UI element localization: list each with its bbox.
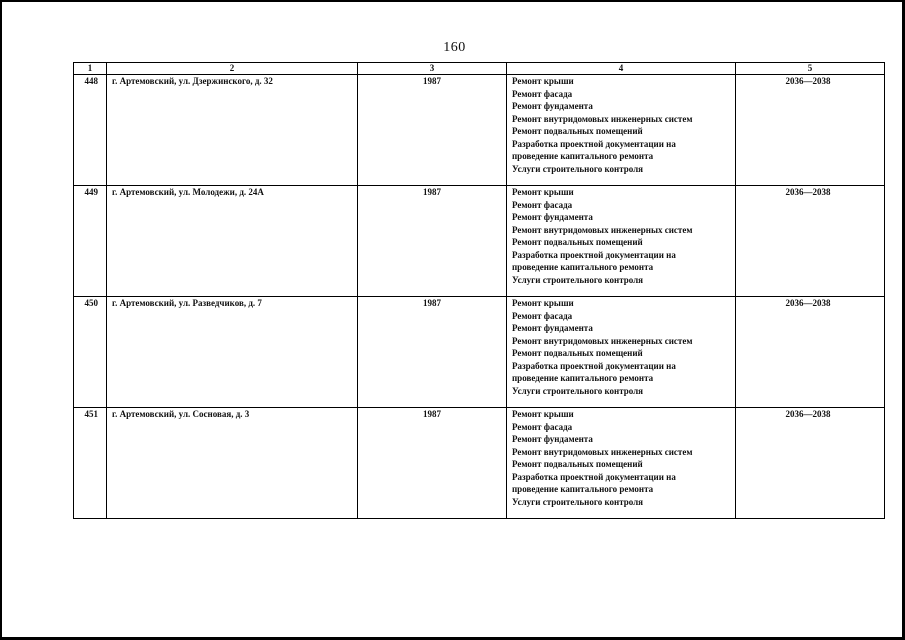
row-period: 2036—2038	[736, 297, 885, 408]
row-year: 1987	[358, 408, 507, 519]
work-item: Ремонт крыши	[512, 409, 574, 419]
work-item: Ремонт крыши	[512, 187, 574, 197]
work-item: Разработка проектной документации на	[512, 249, 676, 260]
header-col-2: 2	[107, 63, 358, 75]
work-item: Услуги строительного контроля	[512, 385, 644, 396]
work-item: Ремонт внутридомовых инженерных систем	[512, 224, 693, 235]
work-item: Ремонт внутридомовых инженерных систем	[512, 446, 693, 457]
header-row	[74, 63, 885, 75]
work-item: Ремонт внутридомовых инженерных систем	[512, 113, 693, 124]
work-item: Ремонт подвальных помещений	[512, 348, 643, 358]
work-item: Ремонт фундамента	[512, 101, 593, 111]
row-address: г. Артемовский, ул. Разведчиков, д. 7	[107, 297, 358, 408]
header-col-5: 5	[736, 63, 885, 75]
row-address: г. Артемовский, ул. Дзержинского, д. 32	[107, 75, 358, 186]
row-number: 450	[74, 297, 107, 408]
row-number: 448	[74, 75, 107, 186]
work-item: Ремонт подвальных помещений	[512, 237, 643, 247]
row-works	[507, 297, 736, 408]
work-item: Ремонт фасада	[512, 310, 573, 321]
table-row	[74, 297, 885, 408]
work-item: проведение капитального ремонта	[512, 151, 654, 161]
row-number: 451	[74, 408, 107, 519]
work-item: Разработка проектной документации на	[512, 471, 676, 482]
work-item: Ремонт фундамента	[512, 434, 593, 444]
row-period: 2036—2038	[736, 408, 885, 519]
header-col-1: 1	[74, 63, 107, 75]
row-works	[507, 408, 736, 519]
work-item: Услуги строительного контроля	[512, 274, 644, 285]
work-item: Услуги строительного контроля	[512, 163, 644, 174]
work-item: Ремонт внутридомовых инженерных систем	[512, 335, 693, 346]
table-row	[74, 186, 885, 297]
table-row	[74, 408, 885, 519]
work-item: Ремонт крыши	[512, 76, 574, 86]
row-year: 1987	[358, 297, 507, 408]
work-item: Разработка проектной документации на	[512, 138, 676, 149]
header-col-3: 3	[358, 63, 507, 75]
row-address: г. Артемовский, ул. Молодежи, д. 24А	[107, 186, 358, 297]
row-works	[507, 186, 736, 297]
work-item: Ремонт фасада	[512, 421, 573, 432]
work-item: Разработка проектной документации на	[512, 360, 676, 371]
repair-schedule-table	[73, 62, 885, 519]
work-item: Ремонт подвальных помещений	[512, 459, 643, 469]
row-period: 2036—2038	[736, 186, 885, 297]
work-item: Ремонт фасада	[512, 199, 573, 210]
work-item: Ремонт фундамента	[512, 212, 593, 222]
work-item: Ремонт фундамента	[512, 323, 593, 333]
row-number: 449	[74, 186, 107, 297]
table-row	[74, 75, 885, 186]
work-item: Ремонт фасада	[512, 88, 573, 99]
row-address: г. Артемовский, ул. Сосновая, д. 3	[107, 408, 358, 519]
page-number: 160	[443, 40, 466, 55]
work-item: проведение капитального ремонта	[512, 373, 654, 383]
row-year: 1987	[358, 186, 507, 297]
work-item: Ремонт крыши	[512, 298, 574, 308]
work-item: Услуги строительного контроля	[512, 496, 644, 507]
work-item: Ремонт подвальных помещений	[512, 126, 643, 136]
header-col-4: 4	[507, 63, 736, 75]
work-item: проведение капитального ремонта	[512, 484, 654, 494]
row-period: 2036—2038	[736, 75, 885, 186]
row-year: 1987	[358, 75, 507, 186]
row-works	[507, 75, 736, 186]
work-item: проведение капитального ремонта	[512, 262, 654, 272]
